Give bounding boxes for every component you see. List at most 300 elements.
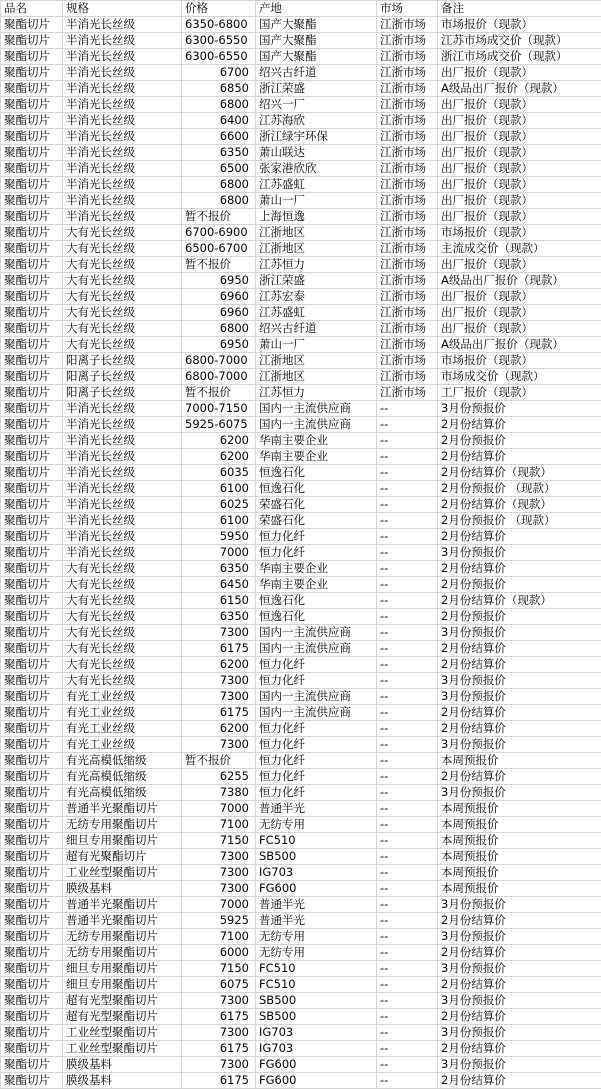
spec-cell: 工业丝型聚酯切片 <box>63 865 182 881</box>
remark-cell: 出厂报价（现款） <box>438 305 601 321</box>
origin-cell: 荣盛石化 <box>256 513 377 529</box>
product-cell: 聚酯切片 <box>1 529 63 545</box>
table-row <box>1 817 601 833</box>
remark-cell: 出厂报价（现款） <box>438 289 601 305</box>
spec-cell: 半消光长丝级 <box>63 545 182 561</box>
remark-cell: 2月份结算价 <box>438 769 601 785</box>
market-cell: 江浙市场 <box>377 241 438 257</box>
table-row <box>1 33 601 49</box>
spec-cell: 半消光长丝级 <box>63 465 182 481</box>
market-cell: 江浙市场 <box>377 305 438 321</box>
table-row <box>1 833 601 849</box>
remark-cell: 2月份结算价 <box>438 449 601 465</box>
price-cell: 7300 <box>182 673 256 689</box>
spec-cell: 超有光型聚酯切片 <box>63 993 182 1009</box>
remark-cell: 出厂报价（现款） <box>438 145 601 161</box>
spec-cell: 半消光长丝级 <box>63 209 182 225</box>
origin-cell: 绍兴古纤道 <box>256 321 377 337</box>
spec-cell: 有光高模低缩级 <box>63 769 182 785</box>
remark-cell: 主流成交价（现款） <box>438 241 601 257</box>
spec-cell: 大有光长丝级 <box>63 609 182 625</box>
header-row <box>1 1 601 17</box>
origin-cell: 上海恒逸 <box>256 209 377 225</box>
origin-cell: 萧山联达 <box>256 145 377 161</box>
market-cell: -- <box>377 481 438 497</box>
origin-cell: 恒力化纤 <box>256 529 377 545</box>
market-cell: 江浙市场 <box>377 369 438 385</box>
table-row <box>1 673 601 689</box>
price-cell: 6800 <box>182 177 256 193</box>
product-cell: 聚酯切片 <box>1 833 63 849</box>
price-cell: 6400 <box>182 113 256 129</box>
spec-cell: 半消光长丝级 <box>63 161 182 177</box>
spec-cell: 半消光长丝级 <box>63 33 182 49</box>
origin-cell: 张家港欣欣 <box>256 161 377 177</box>
market-cell: -- <box>377 1057 438 1073</box>
origin-cell: 江苏海欣 <box>256 113 377 129</box>
remark-cell: 市场报价（现款） <box>438 17 601 33</box>
remark-cell: 2月份预报价 （现款） <box>438 513 601 529</box>
table-row <box>1 17 601 33</box>
origin-cell: FG600 <box>256 1073 377 1089</box>
origin-cell: 普通半光 <box>256 913 377 929</box>
market-cell: -- <box>377 705 438 721</box>
remark-cell: 市场成交价（现款） <box>438 369 601 385</box>
origin-cell: 恒力化纤 <box>256 785 377 801</box>
spec-cell: 细旦专用聚酯切片 <box>63 833 182 849</box>
origin-cell: 恒力化纤 <box>256 721 377 737</box>
market-cell: -- <box>377 897 438 913</box>
origin-cell: 无纺专用 <box>256 929 377 945</box>
product-cell: 聚酯切片 <box>1 593 63 609</box>
remark-cell: 本周预报价 <box>438 817 601 833</box>
market-cell: -- <box>377 433 438 449</box>
market-cell: 江浙市场 <box>377 81 438 97</box>
origin-cell: 无纺专用 <box>256 817 377 833</box>
product-cell: 聚酯切片 <box>1 129 63 145</box>
spec-cell: 有光工业丝级 <box>63 737 182 753</box>
remark-cell: A级品出厂报价（现款） <box>438 273 601 289</box>
table-row <box>1 1041 601 1057</box>
spec-cell: 细旦专用聚酯切片 <box>63 961 182 977</box>
market-cell: -- <box>377 769 438 785</box>
market-cell: 江浙市场 <box>377 257 438 273</box>
table-row <box>1 721 601 737</box>
product-cell: 聚酯切片 <box>1 49 63 65</box>
origin-cell: 萧山一厂 <box>256 337 377 353</box>
table-row <box>1 113 601 129</box>
price-cell: 6450 <box>182 577 256 593</box>
market-cell: -- <box>377 1025 438 1041</box>
remark-cell: 3月份预报价 <box>438 897 601 913</box>
price-cell: 6950 <box>182 337 256 353</box>
price-cell: 6950 <box>182 273 256 289</box>
price-cell: 6350 <box>182 145 256 161</box>
spec-cell: 大有光长丝级 <box>63 337 182 353</box>
spec-cell: 膜级基料 <box>63 1073 182 1089</box>
product-cell: 聚酯切片 <box>1 609 63 625</box>
table-row <box>1 993 601 1009</box>
price-cell: 6800-7000 <box>182 353 256 369</box>
table-row <box>1 769 601 785</box>
price-cell: 7300 <box>182 625 256 641</box>
table-row <box>1 945 601 961</box>
header-cell-spec: 规格 <box>63 1 182 17</box>
price-cell: 6350 <box>182 561 256 577</box>
product-cell: 聚酯切片 <box>1 769 63 785</box>
spec-cell: 半消光长丝级 <box>63 97 182 113</box>
product-cell: 聚酯切片 <box>1 849 63 865</box>
product-cell: 聚酯切片 <box>1 561 63 577</box>
product-cell: 聚酯切片 <box>1 865 63 881</box>
market-cell: 江浙市场 <box>377 337 438 353</box>
spec-cell: 工业丝型聚酯切片 <box>63 1041 182 1057</box>
table-row <box>1 433 601 449</box>
market-cell: -- <box>377 833 438 849</box>
remark-cell: 2月份结算价（现款） <box>438 497 601 513</box>
market-cell: -- <box>377 529 438 545</box>
origin-cell: 江苏盛虹 <box>256 177 377 193</box>
product-cell: 聚酯切片 <box>1 17 63 33</box>
market-cell: -- <box>377 785 438 801</box>
price-cell: 6800 <box>182 193 256 209</box>
spec-cell: 超有光聚酯切片 <box>63 849 182 865</box>
spec-cell: 半消光长丝级 <box>63 513 182 529</box>
remark-cell: A级品出厂报价（现款） <box>438 337 601 353</box>
remark-cell: 3月份预报价 <box>438 1057 601 1073</box>
table-row <box>1 273 601 289</box>
origin-cell: 恒力化纤 <box>256 673 377 689</box>
price-cell: 6850 <box>182 81 256 97</box>
product-cell: 聚酯切片 <box>1 945 63 961</box>
table-row <box>1 417 601 433</box>
remark-cell: 3月份预报价 <box>438 625 601 641</box>
remark-cell: 2月份结算价 <box>438 529 601 545</box>
spec-cell: 阳离子长丝级 <box>63 385 182 401</box>
origin-cell: 恒逸石化 <box>256 465 377 481</box>
remark-cell: A级品出厂报价（现款） <box>438 81 601 97</box>
product-cell: 聚酯切片 <box>1 417 63 433</box>
market-cell: -- <box>377 609 438 625</box>
table-row <box>1 241 601 257</box>
spec-cell: 半消光长丝级 <box>63 193 182 209</box>
spec-cell: 工业丝型聚酯切片 <box>63 1025 182 1041</box>
spec-cell: 半消光长丝级 <box>63 49 182 65</box>
header-cell-price: 价格 <box>182 1 256 17</box>
price-cell: 7300 <box>182 993 256 1009</box>
table-row <box>1 465 601 481</box>
price-cell: 6175 <box>182 705 256 721</box>
spec-cell: 阳离子长丝级 <box>63 353 182 369</box>
remark-cell: 本周预报价 <box>438 833 601 849</box>
spec-cell: 半消光长丝级 <box>63 497 182 513</box>
table-row <box>1 737 601 753</box>
spec-cell: 大有光长丝级 <box>63 641 182 657</box>
product-cell: 聚酯切片 <box>1 689 63 705</box>
origin-cell: 江苏恒力 <box>256 385 377 401</box>
remark-cell: 工厂报价（现款） <box>438 385 601 401</box>
spec-cell: 半消光长丝级 <box>63 481 182 497</box>
product-cell: 聚酯切片 <box>1 497 63 513</box>
table-row <box>1 657 601 673</box>
header-cell-product: 品名 <box>1 1 63 17</box>
header-cell-remark: 备注 <box>438 1 601 17</box>
remark-cell: 3月份预报价 <box>438 401 601 417</box>
product-cell: 聚酯切片 <box>1 209 63 225</box>
origin-cell: 江浙地区 <box>256 353 377 369</box>
remark-cell: 出厂报价（现款） <box>438 257 601 273</box>
table-row <box>1 81 601 97</box>
product-cell: 聚酯切片 <box>1 961 63 977</box>
origin-cell: 江浙地区 <box>256 225 377 241</box>
spec-cell: 大有光长丝级 <box>63 305 182 321</box>
table-row <box>1 625 601 641</box>
remark-cell: 2月份预报价 （现款） <box>438 481 601 497</box>
product-cell: 聚酯切片 <box>1 177 63 193</box>
origin-cell: 恒力化纤 <box>256 657 377 673</box>
origin-cell: 荣盛石化 <box>256 497 377 513</box>
spec-cell: 有光工业丝级 <box>63 689 182 705</box>
price-cell: 6200 <box>182 449 256 465</box>
market-cell: -- <box>377 449 438 465</box>
product-cell: 聚酯切片 <box>1 657 63 673</box>
product-cell: 聚酯切片 <box>1 1041 63 1057</box>
remark-cell: 本周预报价 <box>438 801 601 817</box>
price-cell: 6200 <box>182 657 256 673</box>
market-cell: 江浙市场 <box>377 97 438 113</box>
price-cell: 6960 <box>182 305 256 321</box>
product-cell: 聚酯切片 <box>1 273 63 289</box>
origin-cell: FG600 <box>256 1057 377 1073</box>
product-cell: 聚酯切片 <box>1 801 63 817</box>
price-cell: 7000-7150 <box>182 401 256 417</box>
price-cell: 6100 <box>182 481 256 497</box>
table-row <box>1 401 601 417</box>
price-cell: 6700-6900 <box>182 225 256 241</box>
origin-cell: 绍兴古纤道 <box>256 65 377 81</box>
product-cell: 聚酯切片 <box>1 641 63 657</box>
origin-cell: 国产大聚酯 <box>256 17 377 33</box>
price-cell: 6350-6800 <box>182 17 256 33</box>
origin-cell: 国内一主流供应商 <box>256 401 377 417</box>
table-row <box>1 321 601 337</box>
remark-cell: 3月份预报价 <box>438 737 601 753</box>
product-cell: 聚酯切片 <box>1 97 63 113</box>
table-row <box>1 1009 601 1025</box>
market-cell: 江浙市场 <box>377 385 438 401</box>
product-cell: 聚酯切片 <box>1 897 63 913</box>
market-cell: 江浙市场 <box>377 113 438 129</box>
table-row <box>1 785 601 801</box>
price-cell: 暂不报价 <box>182 753 256 769</box>
price-cell: 6035 <box>182 465 256 481</box>
product-cell: 聚酯切片 <box>1 977 63 993</box>
product-cell: 聚酯切片 <box>1 385 63 401</box>
table-row <box>1 897 601 913</box>
origin-cell: 国内一主流供应商 <box>256 625 377 641</box>
product-cell: 聚酯切片 <box>1 369 63 385</box>
remark-cell: 3月份预报价 <box>438 545 601 561</box>
origin-cell: 国内一主流供应商 <box>256 417 377 433</box>
market-cell: -- <box>377 673 438 689</box>
price-cell: 6200 <box>182 721 256 737</box>
remark-cell: 2月份结算价 <box>438 1073 601 1089</box>
origin-cell: 无纺专用 <box>256 945 377 961</box>
market-cell: -- <box>377 641 438 657</box>
product-cell: 聚酯切片 <box>1 993 63 1009</box>
market-cell: -- <box>377 1041 438 1057</box>
product-cell: 聚酯切片 <box>1 881 63 897</box>
remark-cell: 出厂报价（现款） <box>438 65 601 81</box>
remark-cell: 2月份结算价 <box>438 977 601 993</box>
market-cell: -- <box>377 657 438 673</box>
product-cell: 聚酯切片 <box>1 785 63 801</box>
table-row <box>1 1025 601 1041</box>
price-cell: 7150 <box>182 961 256 977</box>
remark-cell: 2月份结算价 <box>438 913 601 929</box>
table-row <box>1 865 601 881</box>
table-row <box>1 1057 601 1073</box>
origin-cell: 恒力化纤 <box>256 769 377 785</box>
spec-cell: 有光高模低缩级 <box>63 785 182 801</box>
price-cell: 7300 <box>182 865 256 881</box>
origin-cell: 恒逸石化 <box>256 609 377 625</box>
spec-cell: 半消光长丝级 <box>63 129 182 145</box>
remark-cell: 出厂报价（现款） <box>438 129 601 145</box>
market-cell: 江浙市场 <box>377 353 438 369</box>
price-cell: 6175 <box>182 1073 256 1089</box>
remark-cell: 2月份预报价 <box>438 433 601 449</box>
market-cell: -- <box>377 945 438 961</box>
spec-cell: 半消光长丝级 <box>63 177 182 193</box>
remark-cell: 江苏市场成交价（现款） <box>438 33 601 49</box>
price-cell: 6800-7000 <box>182 369 256 385</box>
origin-cell: 浙江荣盛 <box>256 273 377 289</box>
spec-cell: 有光工业丝级 <box>63 705 182 721</box>
product-cell: 聚酯切片 <box>1 337 63 353</box>
price-cell: 7300 <box>182 881 256 897</box>
origin-cell: 恒力化纤 <box>256 737 377 753</box>
remark-cell: 2月份结算价 <box>438 721 601 737</box>
table-row <box>1 881 601 897</box>
product-cell: 聚酯切片 <box>1 1009 63 1025</box>
remark-cell: 3月份预报价 <box>438 689 601 705</box>
origin-cell: 国产大聚酯 <box>256 49 377 65</box>
price-cell: 6350 <box>182 609 256 625</box>
product-cell: 聚酯切片 <box>1 257 63 273</box>
table-row <box>1 161 601 177</box>
market-cell: -- <box>377 593 438 609</box>
market-cell: 江浙市场 <box>377 129 438 145</box>
price-cell: 6000 <box>182 945 256 961</box>
origin-cell: 江苏恒力 <box>256 257 377 273</box>
price-cell: 7380 <box>182 785 256 801</box>
product-cell: 聚酯切片 <box>1 449 63 465</box>
origin-cell: 浙江荣盛 <box>256 81 377 97</box>
remark-cell: 2月份结算价 <box>438 561 601 577</box>
table-row <box>1 961 601 977</box>
table-row <box>1 385 601 401</box>
table-row <box>1 305 601 321</box>
table-row <box>1 177 601 193</box>
origin-cell: 普通半光 <box>256 801 377 817</box>
remark-cell: 2月份结算价（现款） <box>438 465 601 481</box>
remark-cell: 本周预报价 <box>438 881 601 897</box>
spec-cell: 无纺专用聚酯切片 <box>63 945 182 961</box>
origin-cell: FC510 <box>256 961 377 977</box>
spec-cell: 半消光长丝级 <box>63 401 182 417</box>
table-row <box>1 497 601 513</box>
table-row <box>1 689 601 705</box>
product-cell: 聚酯切片 <box>1 737 63 753</box>
table-row <box>1 353 601 369</box>
spec-cell: 有光高模低缩级 <box>63 753 182 769</box>
product-cell: 聚酯切片 <box>1 817 63 833</box>
market-cell: -- <box>377 753 438 769</box>
spec-cell: 半消光长丝级 <box>63 113 182 129</box>
price-cell: 暂不报价 <box>182 385 256 401</box>
remark-cell: 2月份结算价 <box>438 945 601 961</box>
market-cell: -- <box>377 561 438 577</box>
product-cell: 聚酯切片 <box>1 33 63 49</box>
product-cell: 聚酯切片 <box>1 705 63 721</box>
origin-cell: FG600 <box>256 881 377 897</box>
remark-cell: 3月份预报价 <box>438 993 601 1009</box>
price-cell: 6800 <box>182 321 256 337</box>
table-row <box>1 129 601 145</box>
price-cell: 暂不报价 <box>182 209 256 225</box>
table-row <box>1 225 601 241</box>
price-cell: 6025 <box>182 497 256 513</box>
remark-cell: 3月份预报价 <box>438 929 601 945</box>
product-cell: 聚酯切片 <box>1 929 63 945</box>
spec-cell: 大有光长丝级 <box>63 625 182 641</box>
product-cell: 聚酯切片 <box>1 1073 63 1089</box>
origin-cell: IG703 <box>256 865 377 881</box>
table-row <box>1 545 601 561</box>
spec-cell: 半消光长丝级 <box>63 433 182 449</box>
spec-cell: 大有光长丝级 <box>63 289 182 305</box>
market-cell: -- <box>377 1009 438 1025</box>
spec-cell: 半消光长丝级 <box>63 17 182 33</box>
origin-cell: 江浙地区 <box>256 369 377 385</box>
spec-cell: 大有光长丝级 <box>63 273 182 289</box>
market-cell: -- <box>377 993 438 1009</box>
origin-cell: 普通半光 <box>256 897 377 913</box>
market-cell: -- <box>377 849 438 865</box>
origin-cell: 恒逸石化 <box>256 481 377 497</box>
table-row <box>1 849 601 865</box>
spec-cell: 半消光长丝级 <box>63 81 182 97</box>
product-cell: 聚酯切片 <box>1 305 63 321</box>
price-cell: 6075 <box>182 977 256 993</box>
spec-cell: 大有光长丝级 <box>63 257 182 273</box>
price-cell: 6175 <box>182 641 256 657</box>
market-cell: -- <box>377 689 438 705</box>
origin-cell: 绍兴一厂 <box>256 97 377 113</box>
table-row <box>1 561 601 577</box>
spec-cell: 普通半光聚酯切片 <box>63 897 182 913</box>
product-cell: 聚酯切片 <box>1 913 63 929</box>
origin-cell: 国内一主流供应商 <box>256 641 377 657</box>
price-cell: 6960 <box>182 289 256 305</box>
remark-cell: 3月份预报价 <box>438 785 601 801</box>
product-cell: 聚酯切片 <box>1 65 63 81</box>
product-cell: 聚酯切片 <box>1 353 63 369</box>
spec-cell: 膜级基料 <box>63 1057 182 1073</box>
market-cell: -- <box>377 913 438 929</box>
origin-cell: SB500 <box>256 1009 377 1025</box>
